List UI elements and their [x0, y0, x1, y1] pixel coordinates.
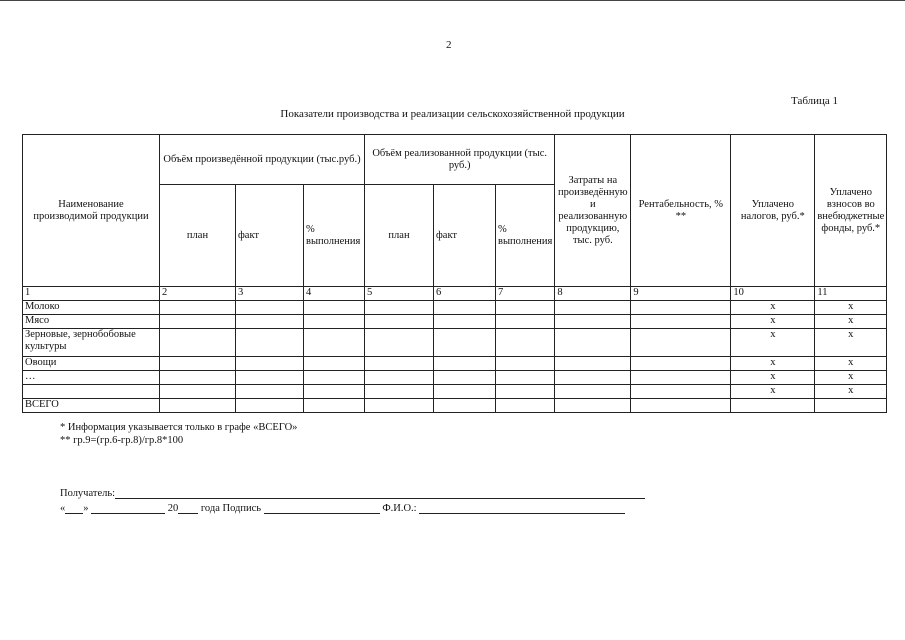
day-field[interactable]	[65, 503, 83, 514]
col-number: 1	[23, 287, 160, 301]
footnote-2: ** гр.9=(гр.6-гр.8)/гр.8*100	[60, 435, 184, 446]
row-name: Мясо	[23, 315, 160, 329]
table-row	[23, 385, 887, 399]
date-signature-line	[60, 503, 625, 514]
cell-x: x	[731, 371, 815, 385]
footnotes	[60, 421, 297, 447]
sign-label: Подпись	[222, 503, 262, 514]
cell-x: x	[731, 301, 815, 315]
col-number: 2	[160, 287, 236, 301]
fio-label: Ф.И.О.:	[382, 503, 417, 514]
col-number: 3	[236, 287, 304, 301]
cell-x: x	[731, 329, 815, 357]
col-number: 9	[631, 287, 731, 301]
col-number: 10	[731, 287, 815, 301]
col-number: 4	[304, 287, 365, 301]
column-numbers-row	[23, 287, 887, 301]
cell-x: x	[731, 385, 815, 399]
header-fact: факт	[434, 185, 496, 287]
row-name: …	[23, 371, 160, 385]
cell-x	[731, 399, 815, 413]
header-pct: % выполнения	[304, 185, 365, 287]
recipient-line	[60, 488, 645, 499]
cell-x	[815, 399, 887, 413]
cell-x: x	[815, 329, 887, 357]
page-number: 2	[446, 39, 452, 51]
col-number: 11	[815, 287, 887, 301]
header-plan: план	[160, 185, 236, 287]
header-pct: % выполнения	[496, 185, 555, 287]
header-fact: факт	[236, 185, 304, 287]
header-funds: Уплачено взносов во внебюджетные фонды, руб.*	[815, 135, 887, 287]
cell-x: x	[815, 357, 887, 371]
recipient-label: Получатель:	[60, 488, 116, 499]
row-name	[23, 385, 160, 399]
col-number: 7	[496, 287, 555, 301]
cell-x: x	[815, 315, 887, 329]
cell-x: x	[815, 385, 887, 399]
table-row	[23, 329, 887, 357]
row-name: Зерновые, зернобобовые культуры	[23, 329, 160, 357]
recipient-field[interactable]	[115, 488, 645, 499]
cell-x: x	[731, 315, 815, 329]
footnote-1: * Информация указывается только в графе «ВСЕГО»	[60, 422, 298, 433]
table-row	[23, 315, 887, 329]
cell-x: x	[815, 371, 887, 385]
table-reference: Таблица 1	[791, 95, 839, 107]
table-row	[23, 301, 887, 315]
date-open-quote: «	[60, 503, 66, 514]
year-field[interactable]	[178, 503, 198, 514]
cell-x: x	[731, 357, 815, 371]
col-number: 8	[555, 287, 631, 301]
header-profitability: Рентабельность, % **	[631, 135, 731, 287]
header-name: Наименование производимой продукции	[23, 135, 160, 287]
table-row	[23, 371, 887, 385]
table-row-total	[23, 399, 887, 413]
month-field[interactable]	[91, 503, 165, 514]
row-name: ВСЕГО	[23, 399, 160, 413]
fio-field[interactable]	[419, 503, 625, 514]
header-taxes: Уплачено налогов, руб.*	[731, 135, 815, 287]
year-suffix: года	[200, 503, 220, 514]
row-name: Молоко	[23, 301, 160, 315]
cell-x: x	[815, 301, 887, 315]
production-table	[22, 134, 887, 413]
header-produced-volume: Объём произведённой продукции (тыс.руб.)	[160, 135, 365, 185]
top-border-line	[0, 0, 905, 1]
header-sold-volume: Объём реализованной продукции (тыс. руб.)	[365, 135, 555, 185]
date-close-quote: »	[83, 503, 89, 514]
col-number: 5	[365, 287, 434, 301]
header-plan: план	[365, 185, 434, 287]
signature-field[interactable]	[264, 503, 380, 514]
table-title: Показатели производства и реализации сельскохозяйственной продукции	[280, 108, 625, 120]
year-prefix: 20	[167, 503, 179, 514]
header-costs: Затраты на произведённую и реализованную продукцию, тыс. руб.	[555, 135, 631, 287]
table-row	[23, 357, 887, 371]
col-number: 6	[434, 287, 496, 301]
row-name: Овощи	[23, 357, 160, 371]
